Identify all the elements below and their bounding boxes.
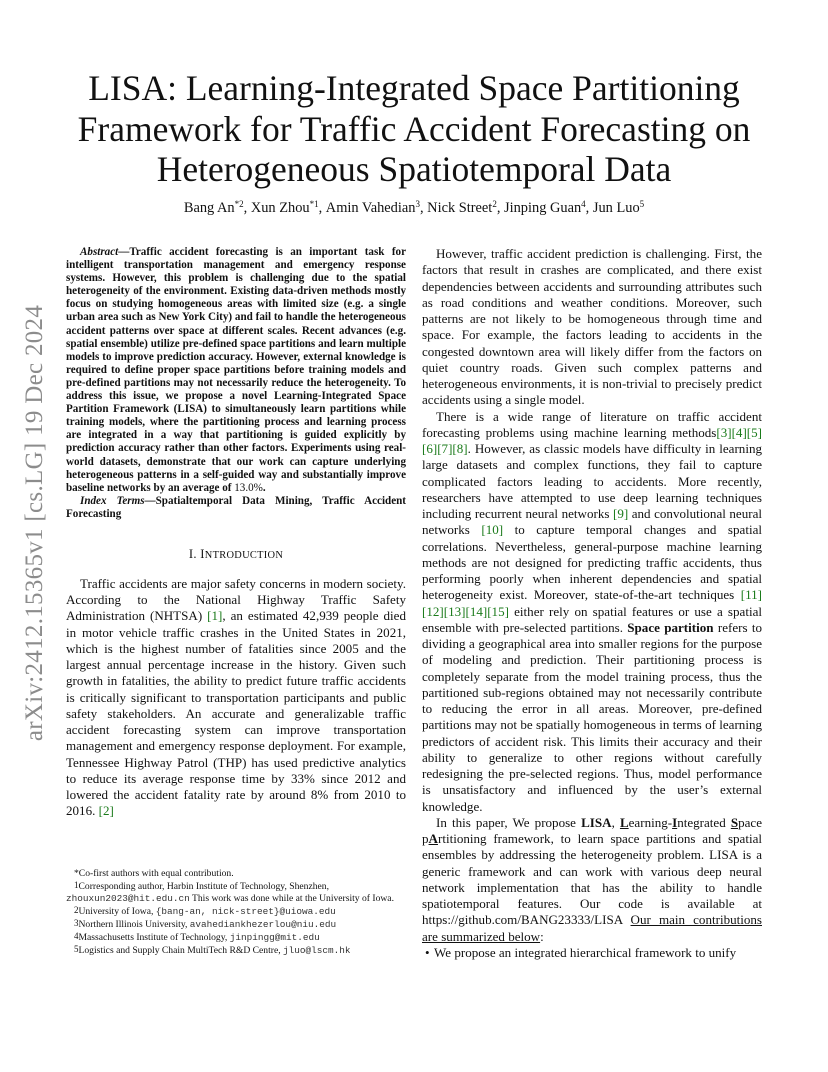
footnote-email: avahediankhezerlou@niu.edu (189, 918, 337, 930)
paragraph-text: , an estimated 42,939 people died in motor vehicle traffic crashes in the United States in 2021, which is the highest number of fatalities since 2005 and the largest annual percentage increase in the history. Given such growth in fatalities, the ability to predict future traffic accidents is critically significant to transportation participants and public safety stakeholders. An accurate and generalizable traffic accident forecasting system can improve transportation management and emergency response deployment. For example, Tennessee Highway Patrol (THP) has used predictive analytics to reduce its average response time by 33% since 2012 and lowered the accident fatality rate by around 8% from 2010 to 2016. (66, 608, 406, 819)
section-number: I. (188, 546, 197, 561)
paragraph-text: to capture temporal changes and spatial correlations. Nevertheless, general-purpose machine learning methods are not designed for predicting traffic accidents, thus performing poorly when inherent dependencies and spatial heterogeneity exist. Moreover, state-of-the-art techniques (422, 522, 762, 603)
left-column (66, 246, 406, 820)
author-separator: , (318, 200, 326, 216)
footnote-text: This work was done while at the University of Iowa. (189, 892, 394, 904)
paragraph-text: earning- (628, 814, 673, 830)
footnote-text: Logistics and Supply Chain MultiTech R&D Centre, (78, 944, 284, 956)
author-name: Xun Zhou (250, 200, 310, 216)
index-terms-text: Spatialtemporal Data Mining, Traffic Accident Forecasting (66, 494, 406, 520)
acronym-letter: S (730, 814, 739, 830)
author (504, 200, 593, 216)
author-affiliation-mark: 3 (415, 199, 420, 209)
footnote-email: jinpingg@mit.edu (229, 931, 320, 943)
citation-link[interactable]: [3][4][5][6][7][8] (422, 424, 762, 456)
section-title-initial: I (200, 546, 205, 561)
paragraph-text: : (540, 928, 544, 944)
paragraph-text: There is a wide range of literature on traffic accident forecasting problems using machine learning methods (422, 408, 762, 440)
footnote-5: $^5$Logistics and Supply Chain MultiTech R&D Centre, jluo@lscm.hk (74, 943, 351, 956)
acronym-letter: A (428, 831, 438, 846)
author-name: Jinping Guan (504, 200, 582, 216)
author-name: Jun Luo (592, 200, 640, 216)
footnote-email: jluo@lscm.hk (283, 944, 351, 956)
abstract-dash: — (118, 246, 130, 258)
footnote-text: Northern Illinois University, (78, 918, 190, 930)
author-name: Amin Vahedian (325, 200, 416, 216)
author-separator: , (243, 200, 251, 216)
author (427, 200, 504, 216)
acronym-letter: I (672, 814, 678, 830)
author-affiliation-mark: 4 (581, 199, 586, 209)
footnote-text: Massachusetts Institute of Technology, (78, 931, 230, 943)
index-terms-label: Index Terms (80, 494, 145, 507)
paper-title (60, 68, 768, 190)
footnote-co-first: *Co-first authors with equal contribution. (74, 868, 234, 879)
right-column (422, 246, 762, 961)
author (593, 200, 644, 216)
author-separator: , (585, 200, 593, 216)
citation-link[interactable]: [10] (481, 522, 504, 538)
author-affiliation-mark: 2 (492, 199, 497, 209)
paragraph-text: , (611, 814, 620, 830)
arxiv-side-identifier (22, 285, 48, 760)
author-name: Bang An (183, 200, 235, 216)
paragraph-text: refers to dividing a geographical area into smaller regions for the purpose of modeling and prediction. Their partitioning process is completely separate from the model training process, thus the partitioned sub-regions obtained may not necessarily contribute to reducing the error in all areas. Moreover, pre-defined partitions may not be spatially homogeneous in terms of learning predictors of accident risk. This limits their accuracy and their ability to generalize to other regions without carefully redesigning the pre-selected regions. Thus, model performance is unsatisfactory and influenced by the user’s external knowledge. (422, 619, 763, 814)
paragraph-text: In this paper, We propose (436, 814, 582, 830)
index-terms-dash: — (144, 494, 156, 507)
intro-paragraph-1 (66, 576, 406, 820)
author-affiliation-mark: *1 (309, 199, 319, 209)
author (326, 200, 427, 216)
author-list (60, 200, 768, 217)
paragraph-text: pace p (422, 814, 762, 846)
paragraph-text: ntegrated (677, 814, 731, 830)
footnote-1: $^1$Corresponding author, Harbin Institute of Technology, Shenzhen, zhouxun2023@hit.edu.cn This work was done while at the University of Iowa. (66, 880, 394, 904)
section-heading-introduction (66, 547, 406, 562)
acronym-letter: L (619, 814, 629, 830)
right-paragraph-2 (422, 409, 762, 815)
section-title-rest: NTRODUCTION (204, 549, 284, 561)
author-affiliation-mark: *2 (234, 199, 244, 209)
footnote-2: $^2$University of Iowa, {bang-an, nick-street}@uiowa.edu (74, 904, 336, 917)
title-line-2: Framework for Traffic Accident Forecasting on (77, 108, 751, 149)
arxiv-identifier-text: arXiv:2412.15365v1 [cs.LG] 19 Dec 2024 (21, 304, 48, 741)
bullet-dot-icon: • (425, 944, 430, 960)
author-name: Nick Street (427, 200, 493, 216)
bullet-text: We propose an integrated hierarchical framework to unify (434, 944, 737, 960)
paragraph-text: either rely on spatial features or use a spatial ensemble with pre-selected partitions. (422, 603, 762, 635)
title-line-1: LISA: Learning-Integrated Space Partitioning (88, 68, 740, 108)
right-paragraph-3 (422, 815, 762, 945)
underlined-text: Our main contributions are summarized below (422, 912, 762, 944)
index-terms (66, 495, 406, 521)
author-separator: , (496, 200, 505, 216)
footnotes (66, 868, 406, 958)
abstract-end: . (262, 481, 266, 494)
paragraph-text: rtitioning framework, to learn space partitions and spatial ensembles by addressing the heterogeneity problem. LISA is a generic framework and can work with various deep neural network implementation that has the ability to handle spatiotemporal features. Our code is available at https://github.com/BANG23333/LISA (422, 831, 762, 928)
citation-link[interactable]: [11] (740, 587, 762, 603)
paragraph-text: Traffic accidents are major safety concerns in modern society. According to the National Highway Traffic Safety Administration (NHTSA) (66, 575, 406, 624)
footnote-email: {bang-an, nick-street}@uiowa.edu (155, 905, 336, 917)
right-paragraph-1: However, traffic accident prediction is challenging. First, the factors that result in crashes are complicated, and there exist dependencies between accidents and surrounding attributes such as road conditions and weather conditions. Moreover, such patterns are not likely to be homogeneous through time and space. For example, the factors leading to accidents in the congested downtown area will likely differ from the factors on quiet country roads. Given such complex patterns and heterogeneous environments, it is non-trivial to precisely predict accidents using a single model. (422, 246, 762, 408)
author (251, 200, 326, 216)
abstract-improvement-value: 13.0% (234, 481, 263, 494)
contribution-bullet-1 (422, 945, 762, 961)
citation-link[interactable]: [1] (207, 608, 223, 624)
footnote-email: zhouxun2023@hit.edu.cn (66, 892, 190, 904)
citation-link[interactable]: [9] (612, 506, 629, 521)
paragraph-text: and convolutional neural networks (422, 506, 762, 538)
citation-link[interactable]: [2] (98, 803, 114, 819)
footnote-text: University of Iowa, (78, 905, 156, 917)
author (184, 200, 251, 216)
bold-term: Space partition (627, 619, 714, 635)
title-line-3: Heterogeneous Spatiotemporal Data (156, 149, 672, 189)
paragraph-text: . However, as classic models have difficulty in learning large datasets and complex functions, they fail to capture complicated factors leading to accidents. More recently, researchers have attempted to use deep learning techniques including recurrent neural networks (422, 441, 762, 521)
footnote-text: Corresponding author, Harbin Institute of Technology, Shenzhen, (78, 881, 329, 892)
footnote-3: $^3$Northern Illinois University, avahediankhezerlou@niu.edu (74, 917, 337, 930)
bold-term: LISA (581, 814, 612, 830)
footnote-4: $^4$Massachusetts Institute of Technology, jinpingg@mit.edu (74, 930, 320, 943)
abstract-text: Traffic accident forecasting is an important task for intelligent transportation management and emergency response systems. However, this problem is challenging due to the spatial heterogeneity of the environment. Existing data-driven methods mostly focus on studying homogeneous areas with limited size (e.g. a single urban area such as New York City) and fail to handle the heterogeneous accident patterns over space at different scales. Recent advances (e.g. spatial ensemble) utilize pre-defined space partitions and learn multiple models to improve prediction accuracy. However, external knowledge is required to define proper space partitions before training models and pre-defined partitions may not necessarily reduce the heterogeneity. To address this issue, we propose a novel Learning-Integrated Space Partition Framework (LISA) to simultaneously learn partitions while training models, where the partitioning process and learning process are integrated in a way that partitioning is guided explicitly by prediction accuracy rather than other factors. Experiments using real-world datasets, demonstrate that our work can capture underlying heterogeneous patterns in a self-guided way and substantially improve baseline networks by an average of (66, 246, 406, 494)
citation-link[interactable]: [12][13][14][15] (422, 603, 509, 619)
abstract (66, 246, 406, 495)
author-affiliation-mark: 5 (639, 199, 645, 209)
author-separator: , (419, 200, 428, 216)
abstract-label: Abstract (80, 246, 119, 258)
